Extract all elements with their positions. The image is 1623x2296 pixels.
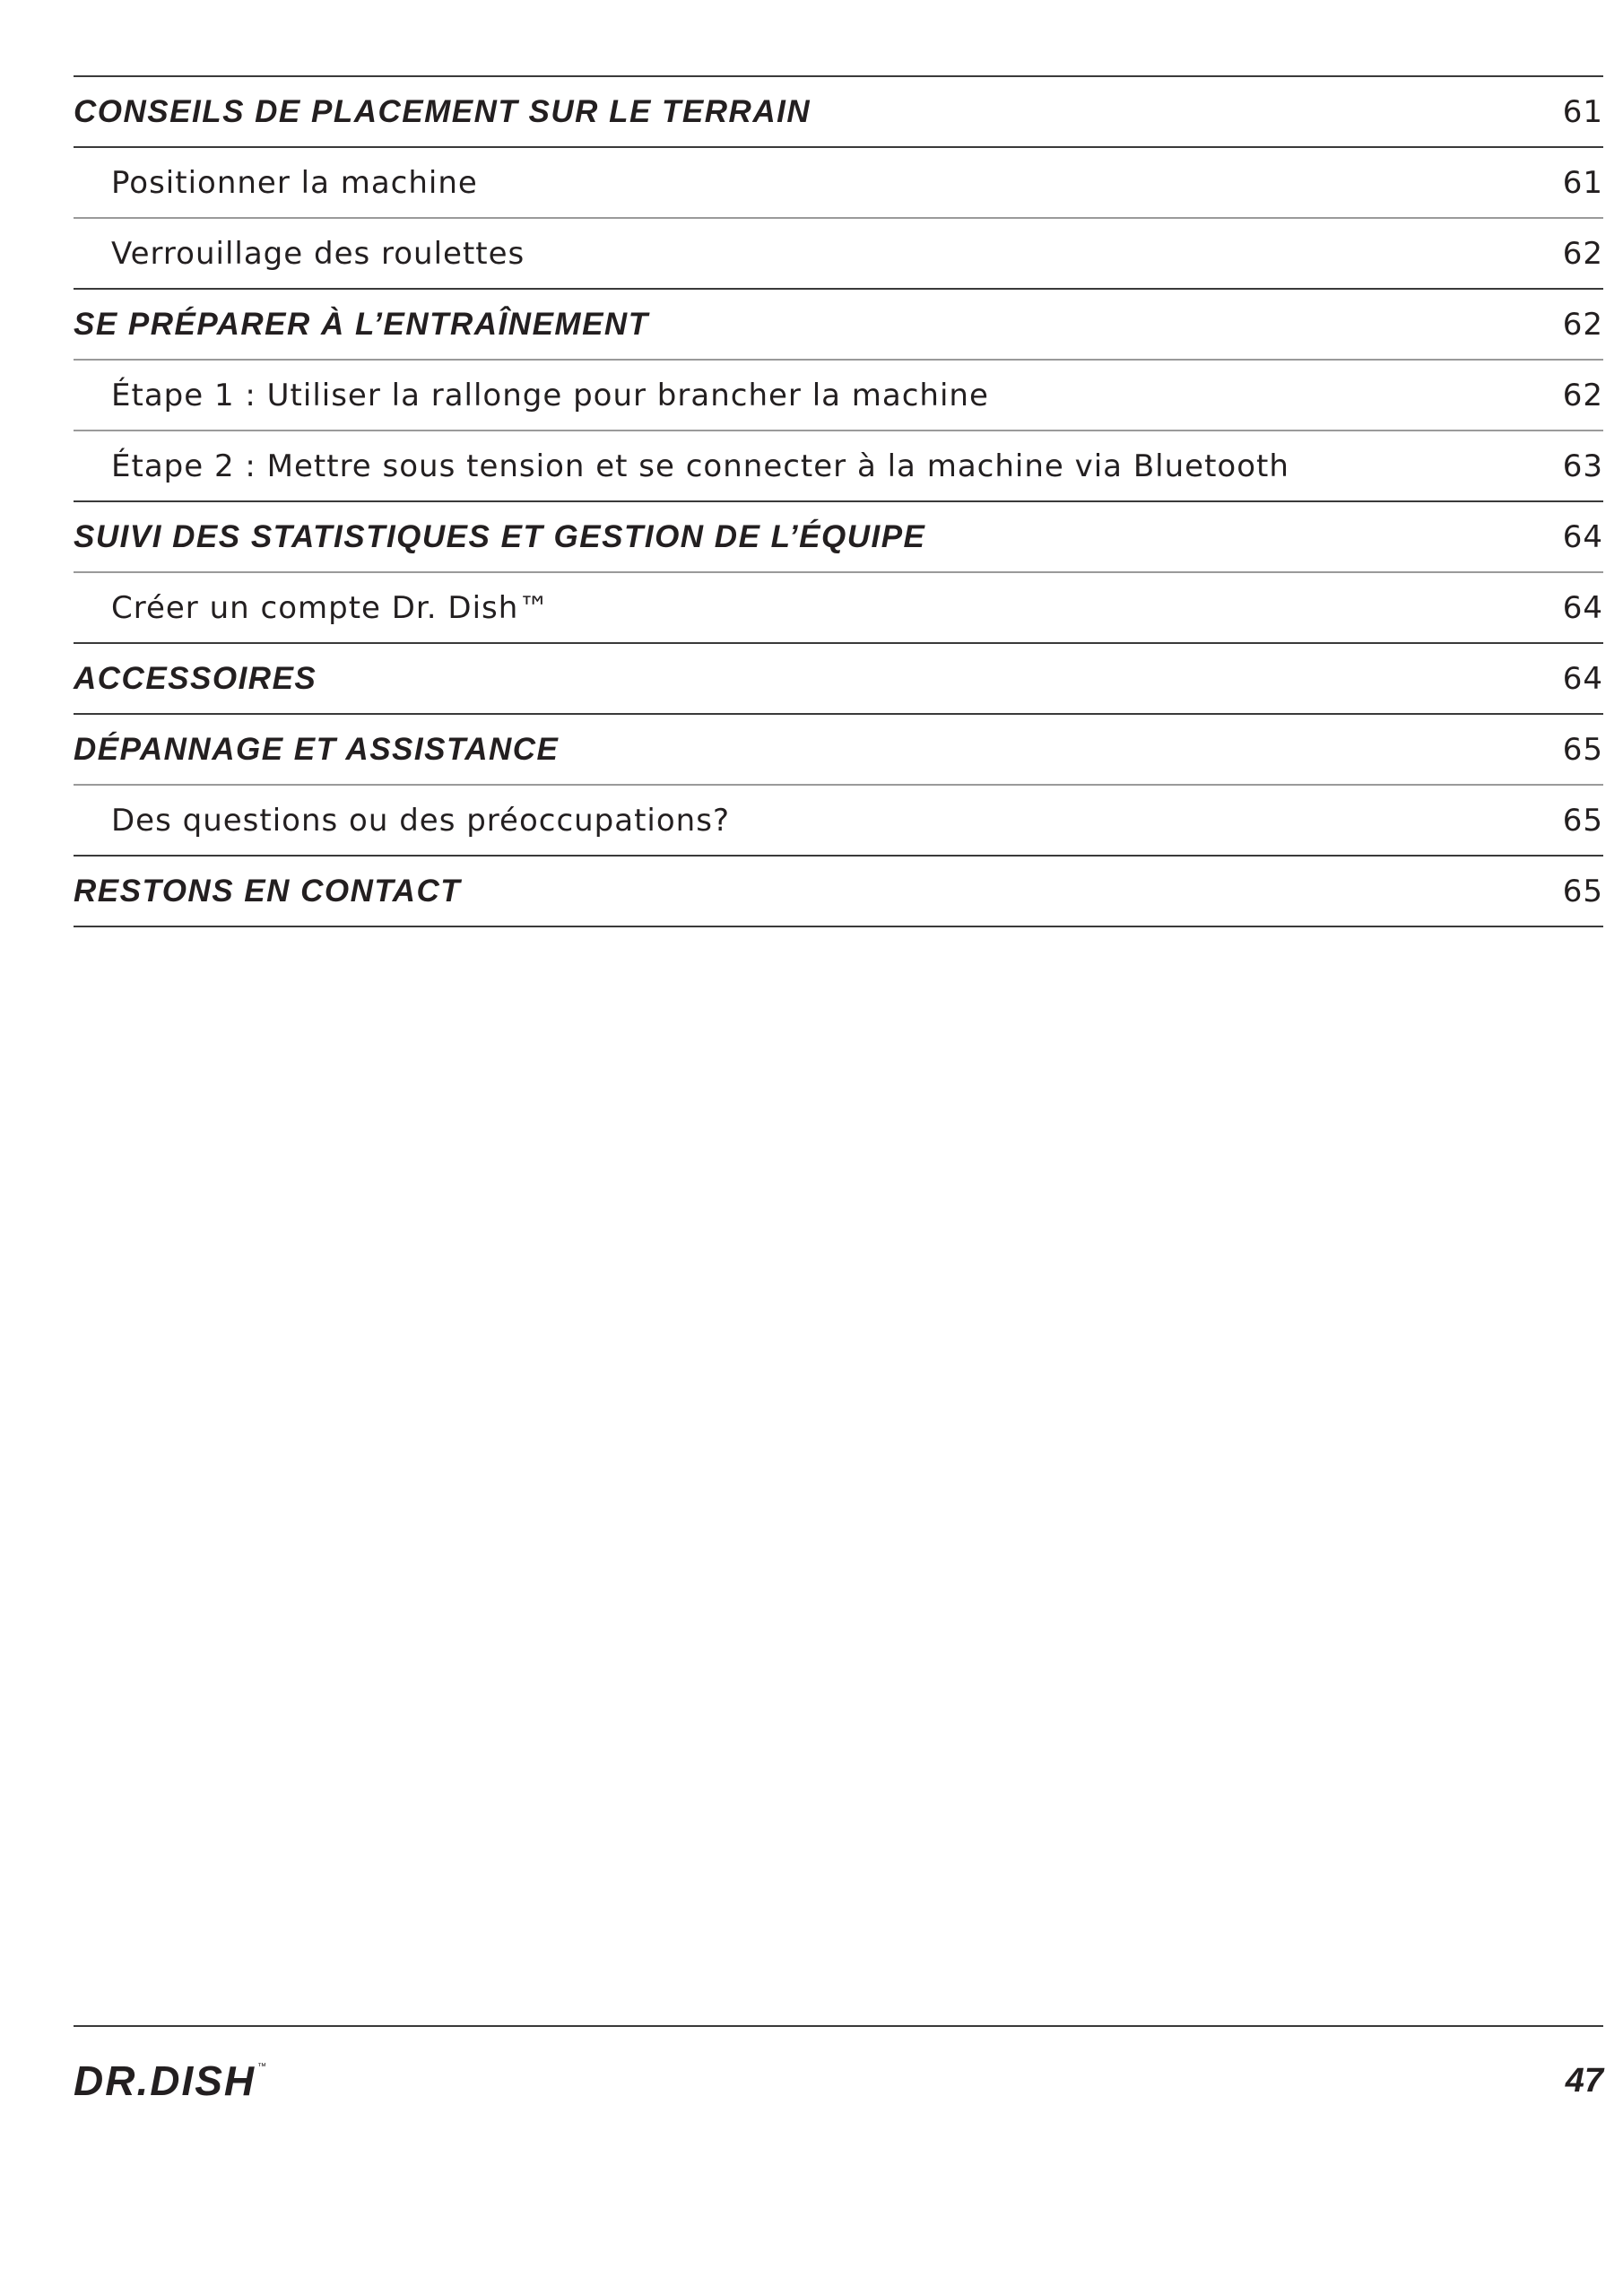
toc-entry-title: Des questions ou des préoccupations? [111, 802, 730, 839]
toc-entry-title: Positionner la machine [111, 164, 478, 201]
toc-entry-page: 63 [1562, 448, 1603, 484]
toc-entry-page: 61 [1562, 93, 1603, 130]
page-footer [74, 2054, 1603, 2108]
toc-entry-title: Créer un compte Dr. Dish™ [111, 589, 551, 626]
toc-entry-etape-1[interactable] [74, 361, 1603, 431]
toc-entry-page: 61 [1562, 164, 1603, 201]
toc-entry-restons-contact[interactable] [74, 857, 1603, 927]
dr-dish-logo [74, 2057, 266, 2105]
page-number: 47 [1565, 2061, 1603, 2100]
logo-trademark: ™ [257, 2062, 267, 2072]
toc-entry-title: SE PRÉPARER À L’ENTRAÎNEMENT [74, 306, 649, 342]
toc-entry-depannage[interactable] [74, 715, 1603, 786]
toc-entry-creer-compte[interactable] [74, 573, 1603, 644]
toc-entry-title: Étape 1 : Utiliser la rallonge pour brancher la machine [111, 377, 989, 413]
toc-entry-title: Verrouillage des roulettes [111, 235, 525, 272]
toc-entry-positionner-machine[interactable] [74, 148, 1603, 219]
toc-entry-title: RESTONS EN CONTACT [74, 873, 462, 909]
footer-divider [74, 2025, 1603, 2027]
toc-entry-page: 65 [1562, 802, 1603, 839]
toc-entry-page: 64 [1562, 589, 1603, 626]
toc-entry-questions[interactable] [74, 786, 1603, 857]
toc-entry-suivi-statistiques[interactable] [74, 502, 1603, 573]
toc-entry-se-preparer[interactable] [74, 290, 1603, 361]
toc-entry-page: 65 [1562, 873, 1603, 909]
toc-entry-title: DÉPANNAGE ET ASSISTANCE [74, 731, 560, 767]
toc-entry-page: 64 [1562, 518, 1603, 555]
table-of-contents [74, 75, 1603, 927]
toc-entry-page: 62 [1562, 306, 1603, 343]
toc-entry-conseils-placement[interactable] [74, 77, 1603, 148]
toc-entry-accessoires[interactable] [74, 644, 1603, 715]
logo-wordmark: DR.DISH [74, 2057, 256, 2104]
toc-entry-verrouillage-roulettes[interactable] [74, 219, 1603, 290]
toc-entry-title: SUIVI DES STATISTIQUES ET GESTION DE L’ÉQUIPE [74, 518, 926, 554]
toc-entry-etape-2[interactable] [74, 431, 1603, 502]
toc-entry-page: 62 [1562, 377, 1603, 413]
toc-entry-title: ACCESSOIRES [74, 660, 317, 696]
toc-entry-page: 65 [1562, 731, 1603, 768]
toc-entry-page: 64 [1562, 660, 1603, 697]
toc-entry-page: 62 [1562, 235, 1603, 272]
toc-entry-title: CONSEILS DE PLACEMENT SUR LE TERRAIN [74, 93, 812, 129]
toc-entry-title: Étape 2 : Mettre sous tension et se connecter à la machine via Bluetooth [111, 448, 1289, 484]
